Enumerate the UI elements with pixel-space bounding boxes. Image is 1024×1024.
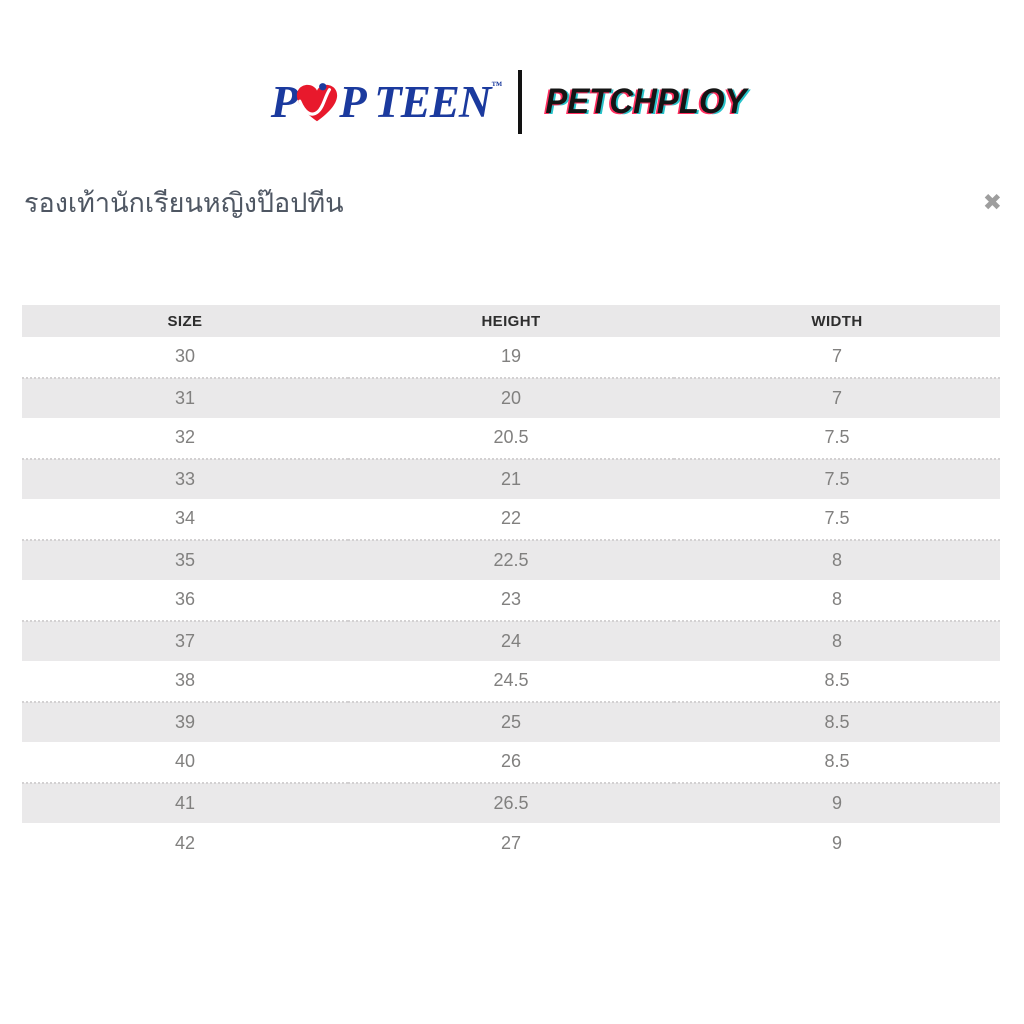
table-cell: 34 (22, 499, 348, 540)
table-row (22, 702, 1000, 743)
table-cell: 22.5 (348, 540, 674, 581)
table-cell: 40 (22, 742, 348, 783)
column-header: WIDTH (674, 305, 1000, 337)
table-cell: 8.5 (674, 742, 1000, 783)
size-table-body (22, 337, 1000, 864)
table-row (22, 378, 1000, 419)
table-cell: 25 (348, 702, 674, 743)
table-row (22, 783, 1000, 824)
page-title: รองเท้านักเรียนหญิงป๊อปทีน (24, 187, 344, 218)
table-cell: 9 (674, 783, 1000, 824)
table-cell: 21 (348, 459, 674, 500)
table-cell: 41 (22, 783, 348, 824)
table-cell: 8 (674, 580, 1000, 621)
popteen-logo (271, 76, 502, 128)
table-cell: 8 (674, 621, 1000, 662)
table-cell: 8 (674, 540, 1000, 581)
table-cell: 27 (348, 823, 674, 864)
table-cell: 19 (348, 337, 674, 378)
table-cell: 23 (348, 580, 674, 621)
table-cell: 22 (348, 499, 674, 540)
table-row (22, 621, 1000, 662)
table-row (22, 661, 1000, 702)
close-icon[interactable]: ✖ (982, 188, 1002, 215)
table-cell: 8.5 (674, 702, 1000, 743)
table-row (22, 540, 1000, 581)
table-cell: 33 (22, 459, 348, 500)
table-cell: 8.5 (674, 661, 1000, 702)
logo-divider (518, 70, 522, 134)
table-cell: 35 (22, 540, 348, 581)
size-chart-table (22, 305, 1000, 864)
table-cell: 7.5 (674, 459, 1000, 500)
table-cell: 31 (22, 378, 348, 419)
table-row (22, 459, 1000, 500)
table-cell: 38 (22, 661, 348, 702)
table-cell: 32 (22, 418, 348, 459)
table-header-row (22, 305, 1000, 337)
table-cell: 20 (348, 378, 674, 419)
table-cell: 7 (674, 337, 1000, 378)
petchploy-logo: PETCHPLOY (545, 82, 747, 121)
table-cell: 30 (22, 337, 348, 378)
table-cell: 24 (348, 621, 674, 662)
table-cell: 7.5 (674, 418, 1000, 459)
popteen-logo-text-left: P (270, 77, 298, 127)
table-row (22, 742, 1000, 783)
table-row (22, 337, 1000, 378)
table-cell: 36 (22, 580, 348, 621)
table-cell: 7.5 (674, 499, 1000, 540)
table-row (22, 580, 1000, 621)
table-row (22, 418, 1000, 459)
table-row (22, 499, 1000, 540)
column-header: SIZE (22, 305, 348, 337)
table-cell: 26.5 (348, 783, 674, 824)
table-cell: 42 (22, 823, 348, 864)
table-cell: 39 (22, 702, 348, 743)
brand-logo-bar (0, 64, 1024, 140)
column-header: HEIGHT (348, 305, 674, 337)
table-cell: 24.5 (348, 661, 674, 702)
table-row (22, 823, 1000, 864)
popteen-logo-text-right: P TEEN (339, 77, 491, 127)
trademark-mark: ™ (491, 80, 503, 92)
table-cell: 20.5 (348, 418, 674, 459)
table-cell: 26 (348, 742, 674, 783)
modal-header (24, 181, 1002, 223)
table-cell: 9 (674, 823, 1000, 864)
table-cell: 7 (674, 378, 1000, 419)
table-cell: 37 (22, 621, 348, 662)
heart-icon (294, 81, 340, 127)
